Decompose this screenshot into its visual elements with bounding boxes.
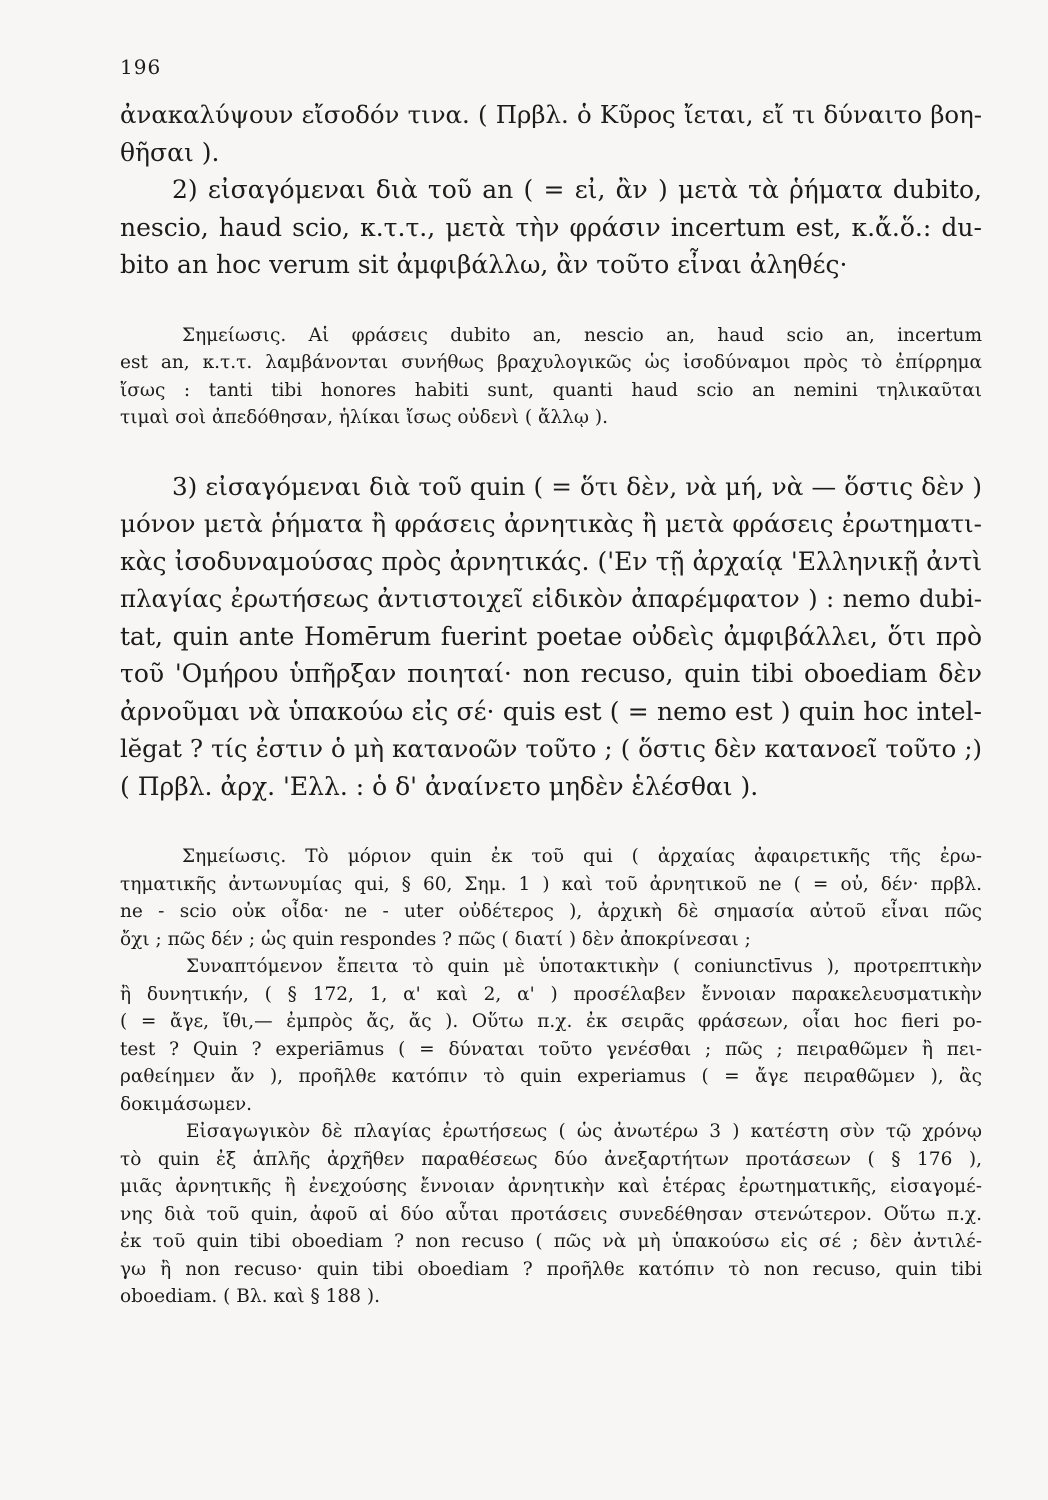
text-line: tat, quin ante Homērum fuerint poetae οὐδεὶς ἀμφιβάλλει, ὅτι πρὸ	[120, 621, 982, 651]
note-line: Εἰσαγωγικὸν δὲ πλαγίας ἐρωτήσεως ( ὡς ἀνωτέρω 3 ) κατέστη σὺν τῷ χρόνῳ	[186, 1121, 982, 1142]
page-number: 196	[120, 55, 162, 79]
note-line: ὄχι ; πῶς δέν ; ὡς quin respondes ? πῶς ( διατί ) δὲν ἀποκρίνεσαι ;	[120, 928, 751, 950]
note-semeiosis-2-cont	[120, 871, 982, 954]
note-line: test ? Quin ? experiāmus ( = δύναται τοῦτο γενέσθαι ; πῶς ; πειραθῶμεν ἢ πει-	[120, 1038, 982, 1060]
text-line: τοῦ 'Ομήρου ὑπῆρξαν ποιηταί· non recuso, quin tibi oboediam δὲν	[120, 659, 982, 688]
note-line: Σημείωσις. Τὸ μόριον quin ἐκ τοῦ qui ( ἀρχαίας ἀφαιρετικῆς τῆς ἐρω-	[182, 846, 982, 867]
text-line: bito an hoc verum sit ἀμφιβάλλω, ἂν τοῦτο εἶναι ἀληθές·	[120, 250, 848, 279]
text-line: ἀνακαλύψουν εἴσοδόν τινα. ( Πρβλ. ὁ Κῦρος ἴεται, εἴ τι δύναιτο βοη-	[120, 100, 982, 129]
note-line: ( = ἄγε, ἴθι,— ἐμπρὸς ἄς, ἄς ). Οὕτω π.χ. ἐκ σειρᾶς φράσεων, οἷαι hoc fieri po-	[120, 1011, 982, 1032]
text-line: θῆσαι ).	[120, 137, 220, 167]
paragraph-bosan	[120, 96, 982, 171]
note-paragraph-eisagogikon	[120, 1118, 982, 1146]
text-line: ( Πρβλ. ἀρχ. 'Ελλ. : ὁ δ' ἀναίνετο μηδὲν ἑλέσθαι ).	[120, 771, 759, 801]
text-line: πλαγίας ἐρωτήσεως ἀντιστοιχεῖ εἰδικὸν ἀπαρέμφατον ) : nemo dubi-	[120, 584, 982, 613]
text-line: μόνον μετὰ ῥήματα ἢ φράσεις ἀρνητικὰς ἢ μετὰ φράσεις ἐρωτηματι-	[120, 509, 982, 538]
note-line: Σημείωσις. Αἱ φράσεις dubito an, nescio an, haud scio an, incertum	[182, 324, 982, 346]
note-line: δοκιμάσωμεν.	[120, 1093, 253, 1115]
note-paragraph-eisagogikon-cont	[120, 1146, 982, 1311]
paragraph-section-3-cont	[120, 505, 982, 805]
text-line: nescio, haud scio, κ.τ.τ., μετὰ τὴν φράσιν incertum est, κ.ἄ.ὅ.: du-	[120, 212, 982, 242]
note-paragraph-synaptomenon-cont	[120, 981, 982, 1119]
note-line: ἐκ τοῦ quin tibi oboediam ? non recuso ( πῶς νὰ μὴ ὑπακούσω εἰς σέ ; δὲν ἀντιλέ-	[120, 1231, 982, 1252]
note-line: νης διὰ τοῦ quin, ἀφοῦ αἱ δύο αὗται προτάσεις συνεδέθησαν στενώτερον. Οὕτω π.χ.	[120, 1203, 982, 1225]
paragraph-section-2-cont	[120, 209, 982, 284]
note-paragraph-synaptomenon	[120, 953, 982, 981]
text-line: ἀρνοῦμαι νὰ ὑπακούω εἰς σέ· quis est ( = nemo est ) quin hoc intel-	[120, 696, 982, 726]
note-line: ἢ δυνητικήν, ( § 172, 1, α' καὶ 2, α' ) προσέλαβεν ἔννοιαν παρακελευσματικὴν	[120, 983, 982, 1005]
note-line: τιμαὶ σοὶ ἀπεδόθησαν, ἡλίκαι ἴσως οὐδενὶ ( ἄλλῳ ).	[120, 407, 608, 428]
note-line: γω ἢ non recuso· quin tibi oboediam ? προῆλθε κατόπιν τὸ non recuso, quin tibi	[120, 1258, 982, 1280]
note-line: τηματικῆς ἀντωνυμίας qui, § 60, Σημ. 1 ) καὶ τοῦ ἀρνητικοῦ ne ( = οὐ, δέν· πρβλ.	[120, 873, 982, 895]
text-line: κὰς ἰσοδυναμούσας πρὸς ἀρνητικάς. ('Εν τῇ ἀρχαίᾳ 'Ελληνικῇ ἀντὶ	[120, 546, 982, 576]
paragraph-section-3	[120, 468, 982, 506]
paragraph-section-2	[120, 171, 982, 209]
note-semeiosis-1-cont	[120, 349, 982, 432]
text-line: 3) εἰσαγόμεναι διὰ τοῦ quin ( = ὅτι δὲν, νὰ μή, νὰ — ὅστις δὲν )	[172, 471, 982, 501]
note-line: Συναπτόμενον ἔπειτα τὸ quin μὲ ὑποτακτικὴν ( coniunctīvus ), προτρεπτικὴν	[186, 956, 982, 977]
text-line: 2) εἰσαγόμεναι διὰ τοῦ an ( = εἰ, ἂν ) μετὰ τὰ ῥήματα dubito,	[172, 175, 982, 204]
note-semeiosis-1	[120, 322, 982, 350]
note-line: ραθείημεν ἄν ), προῆλθε κατόπιν τὸ quin experiamus ( = ἄγε πειραθῶμεν ), ἂς	[120, 1066, 982, 1087]
note-line: ἴσως : tanti tibi honores habiti sunt, quanti haud scio an nemini τηλικαῦται	[120, 379, 982, 401]
note-line: τὸ quin ἐξ ἁπλῆς ἀρχῆθεν παραθέσεως δύο ἀνεξαρτήτων προτάσεων ( § 176 ),	[120, 1148, 982, 1170]
note-line: ne - scio οὐκ οἶδα· ne - uter οὐδέτερος ), ἀρχικὴ δὲ σημασία αὐτοῦ εἶναι πῶς	[120, 901, 982, 922]
note-line: μιᾶς ἀρνητικῆς ἢ ἐνεχούσης ἔννοιαν ἀρνητικὴν καὶ ἑτέρας ἐρωτηματικῆς, εἰσαγομέ-	[120, 1176, 982, 1197]
note-semeiosis-2	[120, 843, 982, 871]
page-body	[120, 96, 982, 1311]
note-line: est an, κ.τ.τ. λαμβάνονται συνήθως βραχυλογικῶς ὡς ἰσοδύναμοι πρὸς τὸ ἐπίρρημα	[120, 352, 982, 373]
text-line: lĕgat ? τίς ἐστιν ὁ μὴ κατανοῶν τοῦτο ; ( ὅστις δὲν κατανοεῖ τοῦτο ;)	[120, 734, 982, 763]
note-line: oboediam. ( Βλ. καὶ § 188 ).	[120, 1286, 380, 1307]
